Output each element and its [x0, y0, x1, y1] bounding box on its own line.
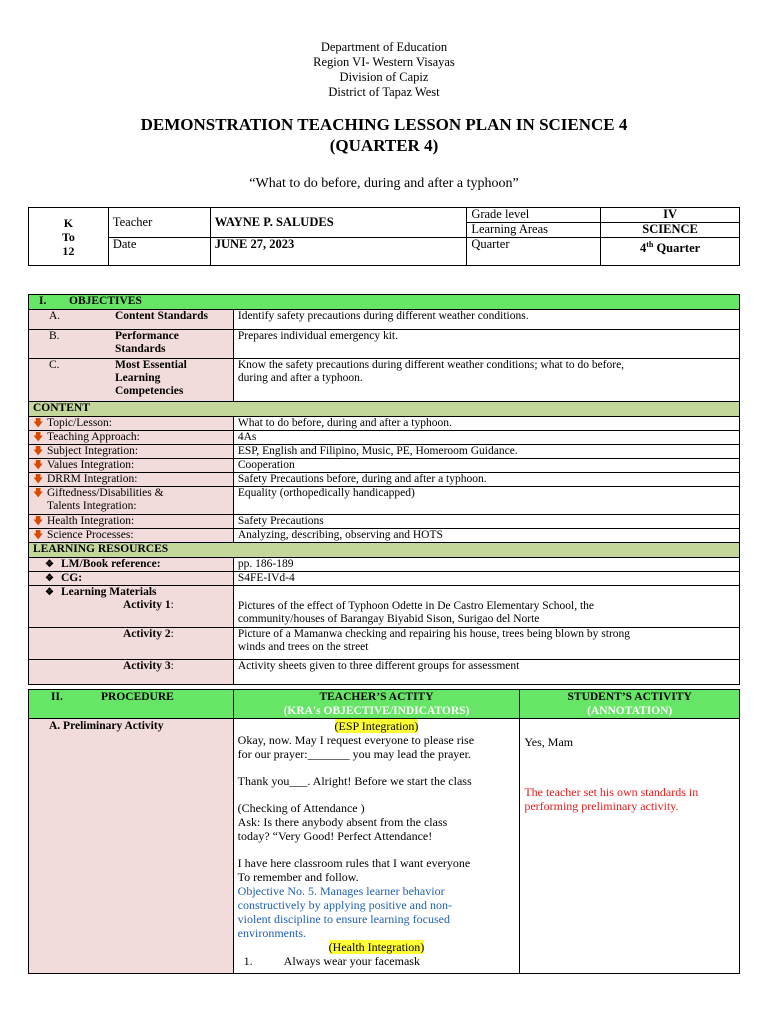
teacher-activity-heading: TEACHER’S ACTITY (KRA's OBJECTIVE/INDICATORS) — [233, 690, 520, 719]
activity2-value: Picture of a Mamanwa checking and repairing his house, trees being blown by strong winds and trees on the street — [233, 628, 739, 660]
lesson-table — [28, 294, 740, 685]
performance-standards-value: Prepares individual emergency kit. — [233, 330, 739, 359]
performance-standards-label: B. Performance Standards — [29, 330, 234, 359]
page-subtitle: (QUARTER 4) — [329, 136, 439, 155]
diamond-icon: ❖ — [45, 573, 54, 584]
grade-value: IV — [601, 208, 740, 223]
areas-value: SCIENCE — [601, 223, 740, 238]
arrow-icon: 🡇 — [33, 432, 44, 443]
date-label: Date — [108, 238, 210, 266]
content-row-value: Analyzing, describing, observing and HOTS — [233, 529, 739, 543]
objectives-heading: I. OBJECTIVES — [29, 295, 740, 310]
date-value: JUNE 27, 2023 — [210, 238, 467, 266]
content-row-value: 4As — [233, 431, 739, 445]
procedure-table — [28, 689, 740, 974]
cg-label: ❖ CG: — [29, 572, 234, 586]
annotation-note: The teacher set his own standards in — [524, 785, 699, 799]
grade-label: Grade level — [467, 208, 601, 223]
objective-note: Objective No. 5. Manages learner behavior — [237, 884, 445, 898]
content-standards-label: A. Content Standards — [29, 310, 234, 330]
content-row-value: Safety Precautions before, during and after a typhoon. — [233, 473, 739, 487]
activity1-value: Pictures of the effect of Typhoon Odette in De Castro Elementary School, the community/houses of Barangay Biyabid Sison, Surigao del Norte — [233, 586, 739, 628]
preliminary-activity-label: A. Preliminary Activity — [29, 719, 234, 974]
lm-value: pp. 186-189 — [233, 558, 739, 572]
competencies-value: Know the safety precautions during different weather conditions; what to do before, during and after a typhoon. — [233, 359, 739, 402]
lm-label: ❖ LM/Book reference: — [29, 558, 234, 572]
content-row-value: Safety Precautions — [233, 515, 739, 529]
region-line: Region VI- Western Visayas — [313, 55, 455, 69]
topic-quote: “What to do before, during and after a typhoon” — [249, 176, 519, 191]
arrow-icon: 🡇 — [33, 488, 44, 499]
cg-value: S4FE-IVd-4 — [233, 572, 739, 586]
content-row-label: 🡇 Topic/Lesson: — [29, 417, 234, 431]
content-row-label: 🡇 Health Integration: — [29, 515, 234, 529]
diamond-icon: ❖ — [45, 559, 54, 570]
health-integration-tag: (Health Integration) — [328, 940, 425, 954]
arrow-icon: 🡇 — [33, 530, 44, 541]
procedure-heading: II. PROCEDURE — [29, 690, 234, 719]
arrow-icon: 🡇 — [33, 516, 44, 527]
dept-line: Department of Education — [320, 40, 448, 54]
teacher-label: Teacher — [108, 208, 210, 238]
content-row-value: Cooperation — [233, 459, 739, 473]
content-row-value: Equality (orthopedically handicapped) — [233, 487, 739, 515]
arrow-icon: 🡇 — [33, 460, 44, 471]
arrow-icon: 🡇 — [33, 418, 44, 429]
quarter-value: 4th Quarter — [601, 238, 740, 266]
resources-heading: LEARNING RESOURCES — [29, 543, 740, 558]
content-standards-value: Identify safety precautions during different weather conditions. — [233, 310, 739, 330]
page-title: DEMONSTRATION TEACHING LESSON PLAN IN SCIENCE 4 — [140, 115, 628, 134]
content-row-value: ESP, English and Filipino, Music, PE, Homeroom Guidance. — [233, 445, 739, 459]
competencies-label: C. Most Essential Learning Competencies — [29, 359, 234, 402]
division-line: Division of Capiz — [339, 70, 429, 84]
areas-label: Learning Areas — [467, 223, 601, 238]
quarter-label: Quarter — [467, 238, 601, 266]
content-row-label: 🡇 Values Integration: — [29, 459, 234, 473]
materials-label: ❖ Learning Materials Activity 1: — [29, 586, 234, 628]
info-table — [28, 207, 740, 266]
content-heading: CONTENT — [29, 402, 740, 417]
diamond-icon: ❖ — [45, 587, 54, 598]
district-line: District of Tapaz West — [328, 85, 440, 99]
content-row-label: 🡇 Teaching Approach: — [29, 431, 234, 445]
student-activity-heading: STUDENT’S ACTIVITY (ANNOTATION) — [520, 690, 740, 719]
arrow-icon: 🡇 — [33, 474, 44, 485]
activity3-value: Activity sheets given to three different groups for assessment — [233, 660, 739, 685]
content-row-label: 🡇 Giftedness/Disabilities & Talents Integration: — [29, 487, 234, 515]
esp-integration-tag: (ESP Integration) — [334, 719, 419, 733]
k-to-12: K To 12 — [29, 208, 109, 266]
content-row-label: 🡇 Subject Integration: — [29, 445, 234, 459]
activity3-label: Activity 3: — [29, 660, 234, 685]
arrow-icon: 🡇 — [33, 446, 44, 457]
student-activity-cell: Yes, Mam The teacher set his own standards in performing preliminary activity. — [520, 719, 740, 974]
activity2-label: Activity 2: — [29, 628, 234, 660]
teacher-value: WAYNE P. SALUDES — [210, 208, 467, 238]
content-row-label: 🡇 Science Processes: — [29, 529, 234, 543]
teacher-activity-cell: (ESP Integration) Okay, now. May I request everyone to please rise for our prayer:_______ you may lead the prayer. Thank you___. Alright! Before we start the class (Checking of Attendance ) Ask: Is there anybody absent from the class today? “Very Good! Perfect Attendance! I have here classroom rules that I want everyone To remember and follow. Objective No. 5. Manages learner behavior constructively by applying positive and non- violent discipline to ensure learning focused environments. (Health Integration) 1. Always wear your facemask — [233, 719, 520, 974]
content-row-value: What to do before, during and after a typhoon. — [233, 417, 739, 431]
content-row-label: 🡇 DRRM Integration: — [29, 473, 234, 487]
